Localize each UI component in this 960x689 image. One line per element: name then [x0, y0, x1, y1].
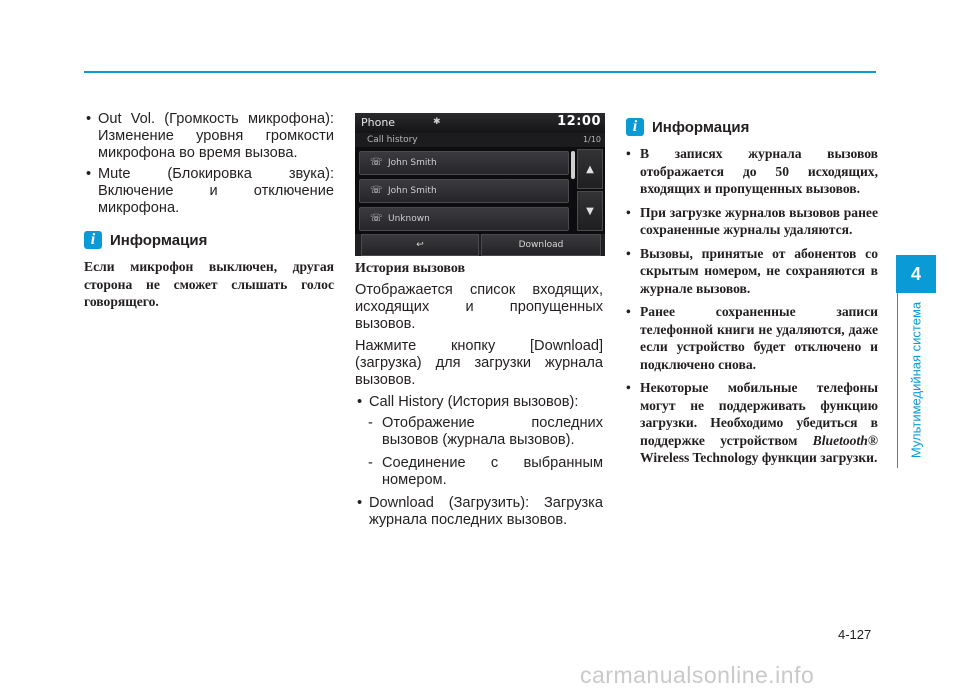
- info-heading: [626, 118, 878, 136]
- screen-clock: 12:00: [557, 114, 601, 129]
- page-number: 4-127: [838, 627, 872, 642]
- scroll-up-button[interactable]: [577, 149, 603, 189]
- dash-item: - Отображение последних вызовов (журнала вызовов).: [355, 415, 603, 449]
- scrollbar[interactable]: [571, 151, 575, 179]
- back-button[interactable]: [361, 234, 479, 256]
- bluetooth-icon: ✱: [433, 117, 441, 127]
- download-button[interactable]: [481, 234, 601, 256]
- tab-line: [897, 293, 898, 468]
- bluetooth-trademark: Bluetooth®: [812, 432, 878, 448]
- info-icon: i: [84, 231, 102, 249]
- screen-title: Phone: [361, 116, 396, 129]
- info-item-text: Wireless Technology функции загрузки.: [640, 450, 878, 465]
- bullet-call-history: • Call History (История вызовов):: [355, 394, 603, 411]
- scroll-down-button[interactable]: [577, 191, 603, 231]
- back-icon: ↩: [416, 240, 424, 250]
- phone-call-icon: ☏: [370, 157, 383, 168]
- figure-caption: История вызовов: [355, 261, 466, 276]
- chapter-label: Мультимедийная система: [908, 301, 924, 459]
- left-column: [84, 111, 334, 311]
- bullet-download: • Download (Загрузить): Загрузка журнала последних вызовов.: [355, 495, 603, 529]
- info-heading: [84, 231, 334, 249]
- download-label: Download: [518, 240, 564, 250]
- info-item-text: Некоторые мобильные телефоны могут не поддерживать функцию загрузки. Необходимо убедиться в поддержке устройством: [640, 380, 878, 448]
- arrow-down-icon: ▼: [586, 205, 594, 217]
- call-row[interactable]: [359, 179, 569, 203]
- call-row[interactable]: [359, 207, 569, 231]
- page-indicator: 1/10: [583, 135, 601, 144]
- call-name: John Smith: [388, 186, 437, 196]
- chapter-tab: 4: [896, 255, 936, 293]
- screen-subheader: [355, 133, 605, 147]
- middle-column: [355, 260, 603, 533]
- info-title: Информация: [110, 231, 208, 249]
- info-item: • При загрузке журналов вызовов ранее сохраненные журналы удаляются.: [626, 204, 878, 239]
- top-rule: [84, 71, 876, 73]
- info-text: Если микрофон выключен, другая сторона не сможет слышать голос говорящего.: [84, 259, 334, 309]
- phone-call-icon: ☏: [370, 185, 383, 196]
- info-title: Информация: [652, 118, 750, 136]
- info-item: • В записях журнала вызовов отображается до 50 исходящих, входящих и пропущенных вызовов.: [626, 145, 878, 198]
- dash-item: - Соединение с выбранным номером.: [355, 455, 603, 489]
- call-name: John Smith: [388, 158, 437, 168]
- info-list: [626, 145, 878, 467]
- phone-call-icon: ☏: [370, 213, 383, 224]
- info-icon: i: [626, 118, 644, 136]
- bullet-out-vol: • Out Vol. (Громкость микрофона): Изменение уровня громкости микрофона во время вызова.: [84, 111, 334, 162]
- phone-screen: [355, 113, 605, 256]
- call-row[interactable]: [359, 151, 569, 175]
- call-name: Unknown: [388, 214, 430, 224]
- paragraph-download: Нажмите кнопку [Download] (загрузка) для загрузки журнала вызовов.: [355, 338, 603, 388]
- arrow-up-icon: ▲: [586, 163, 594, 175]
- info-item: • Ранее сохраненные записи телефонной книги не удаляются, даже если устройство будет отключено и подключено снова.: [626, 303, 878, 373]
- right-column: [626, 118, 878, 473]
- watermark: carmanualsonline.info: [580, 662, 815, 688]
- info-item: [626, 379, 878, 467]
- paragraph-list: Отображается список входящих, исходящих и пропущенных вызовов.: [355, 282, 603, 332]
- info-item: • Вызовы, принятые от абонентов со скрытым номером, не сохраняются в журнале вызовов.: [626, 245, 878, 298]
- bullet-mute: • Mute (Блокировка звука): Включение и отключение микрофона.: [84, 166, 334, 217]
- screen-subtitle: Call history: [367, 135, 418, 145]
